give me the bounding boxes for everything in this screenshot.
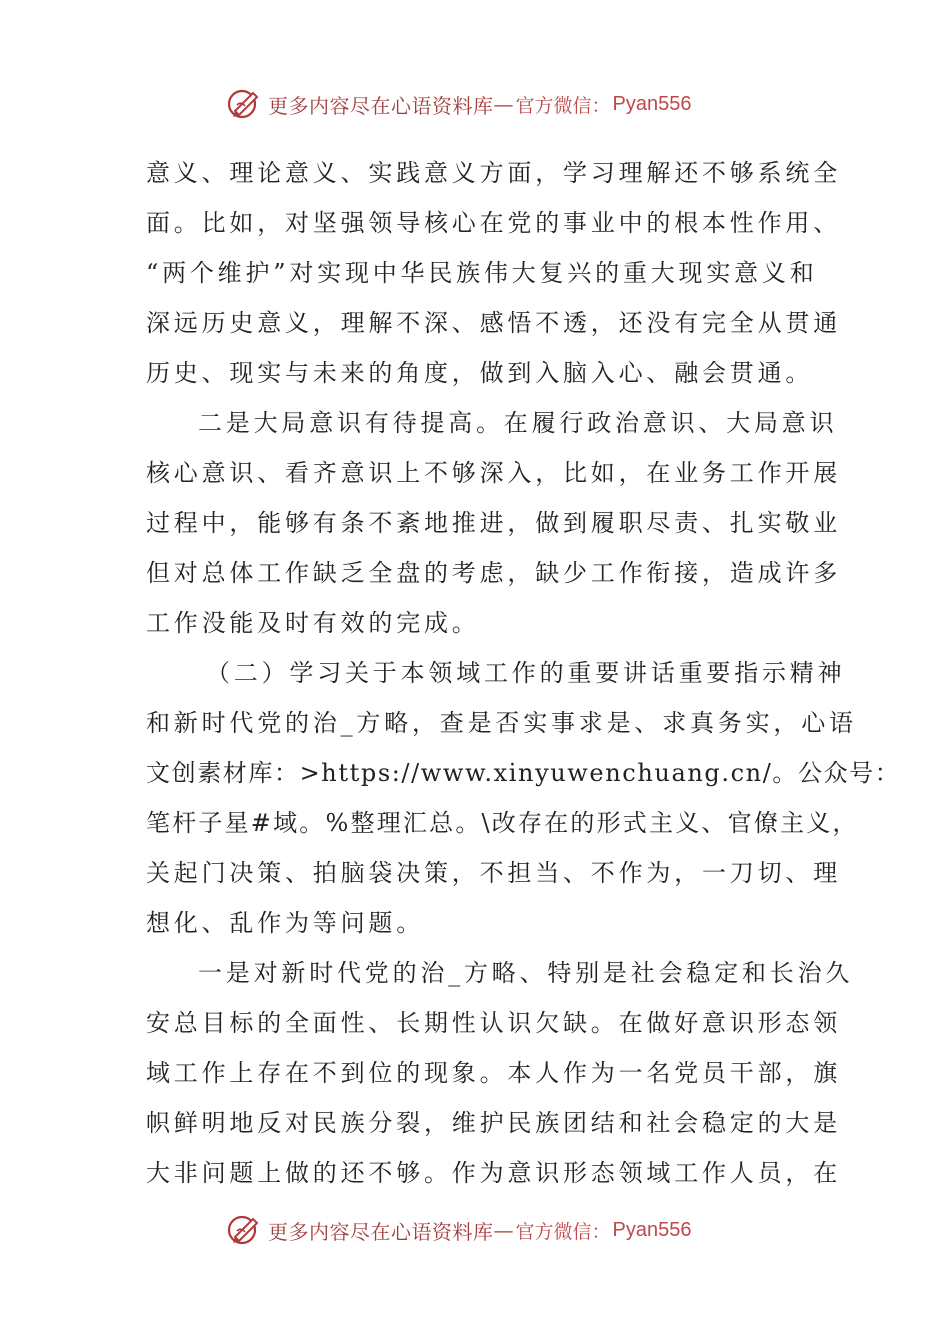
text-line: 但对总体工作缺乏全盘的考虑，缺少工作衔接，造成许多	[146, 559, 841, 587]
banner-dash: —	[493, 92, 514, 116]
paragraph-start: 二是大局意识有待提高。在履行政治意识、大局意识	[198, 409, 838, 437]
text-line: 安总目标的全面性、长期性认识欠缺。在做好意识形态领	[146, 1009, 841, 1037]
banner-wechat-label: 官方微信：	[515, 1220, 611, 1243]
text-line: 想化、乱作为等问题。	[146, 909, 424, 937]
text-line: 和新时代党的治_方略，查是否实事求是、求真务实，心语	[146, 709, 857, 737]
text-line: 过程中，能够有条不紊地推进，做到履职尽责、扎实敬业	[146, 509, 841, 537]
paragraph-start: 一是对新时代党的治_方略、特别是社会稳定和长治久	[198, 959, 854, 987]
banner-text: 更多内容尽在心语资料库	[268, 93, 494, 118]
banner-dash: —	[493, 1218, 514, 1242]
section-heading: （二）学习关于本领域工作的重要讲话重要指示精神	[206, 659, 846, 687]
pen-logo-icon	[226, 1212, 262, 1248]
text-line: “两个维护”对实现中华民族伟大复兴的重大现实意义和	[146, 259, 818, 287]
text-line: 关起门决策、拍脑袋决策，不担当、不作为，一刀切、理	[146, 859, 841, 887]
document-body	[146, 148, 901, 1198]
text-line: 笔杆子星#域。%整理汇总。\改存在的形式主义、官僚主义，	[146, 809, 859, 837]
header-watermark-banner	[226, 84, 691, 124]
banner-wechat-id: Pyan556	[612, 92, 692, 115]
text-line: 大非问题上做的还不够。作为意识形态领域工作人员，在	[146, 1159, 841, 1187]
banner-wechat-id: Pyan556	[612, 1218, 692, 1241]
text-line: 历史、现实与未来的角度，做到入脑入心、融会贯通。	[146, 359, 814, 387]
banner-wechat-label: 官方微信：	[515, 94, 611, 117]
text-line: 工作没能及时有效的完成。	[146, 609, 480, 637]
text-line: 帜鲜明地反对民族分裂，维护民族团结和社会稳定的大是	[146, 1109, 841, 1137]
text-line: 核心意识、看齐意识上不够深入，比如，在业务工作开展	[146, 459, 841, 487]
text-line: 面。比如，对坚强领导核心在党的事业中的根本性作用、	[146, 209, 841, 237]
text-line: 文创素材库：>https://www.xinyuwenchuang.cn/。公众号：	[146, 759, 901, 787]
footer-watermark-banner	[226, 1210, 691, 1250]
text-line: 意义、理论意义、实践意义方面，学习理解还不够系统全	[146, 159, 841, 187]
banner-text: 更多内容尽在心语资料库	[268, 1219, 494, 1244]
text-line: 域工作上存在不到位的现象。本人作为一名党员干部，旗	[146, 1059, 841, 1087]
pen-logo-icon	[226, 86, 262, 122]
text-line: 深远历史意义，理解不深、感悟不透，还没有完全从贯通	[146, 309, 841, 337]
